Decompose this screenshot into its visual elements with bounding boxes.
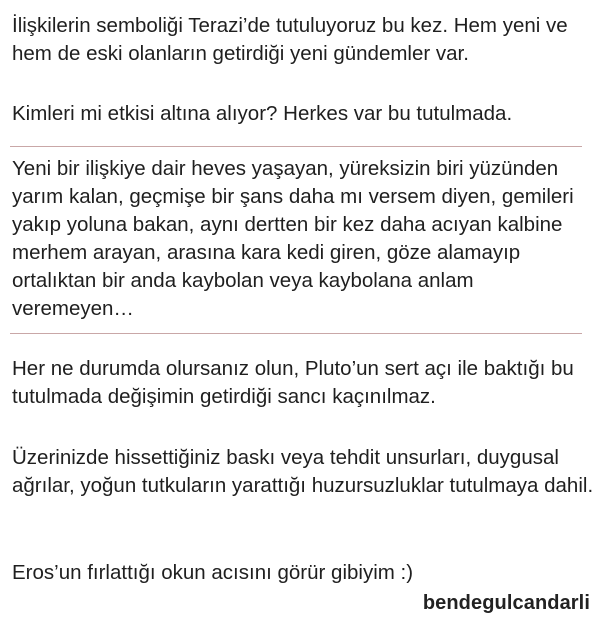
paragraph-intro: İlişkilerin semboliği Terazi’de tutuluyoruz bu kez. Hem yeni ve hem de eski olanların getirdiği yeni gündemler var. (12, 14, 568, 65)
paragraph-pressure: Üzerinizde hissettiğiniz baskı veya tehdit unsurları, duygusal ağrılar, yoğun tutkuların yarattığı huzursuzluklar tutulmaya dahil. (12, 446, 594, 497)
paragraph-eros: Eros’un fırlattığı okun acısını görür gibiyim :) (12, 561, 414, 584)
divider-top (10, 146, 582, 147)
divider-bottom (10, 333, 582, 334)
paragraph-pluto: Her ne durumda olursanız olun, Pluto’un sert açı ile baktığı bu tutulmada değişimin getirdiği sancı kaçınılmaz. (12, 357, 574, 408)
author-signature: bendegulcandarli (422, 592, 590, 614)
paragraph-question: Kimleri mi etkisi altına alıyor? Herkes var bu tutulmada. (12, 102, 513, 125)
paragraph-quote: Yeni bir ilişkiye dair heves yaşayan, yüreksizin biri yüzünden yarım kalan, geçmişe bir şans daha mı versem diyen, gemileri yakıp yoluna bakan, aynı dertten bir kez daha acıyan kalbine merhem arayan, arasına kara kedi giren, göze alamayıp ortalıktan bir anda kaybolan veya kaybolana anlam veremeyen… (12, 157, 574, 320)
